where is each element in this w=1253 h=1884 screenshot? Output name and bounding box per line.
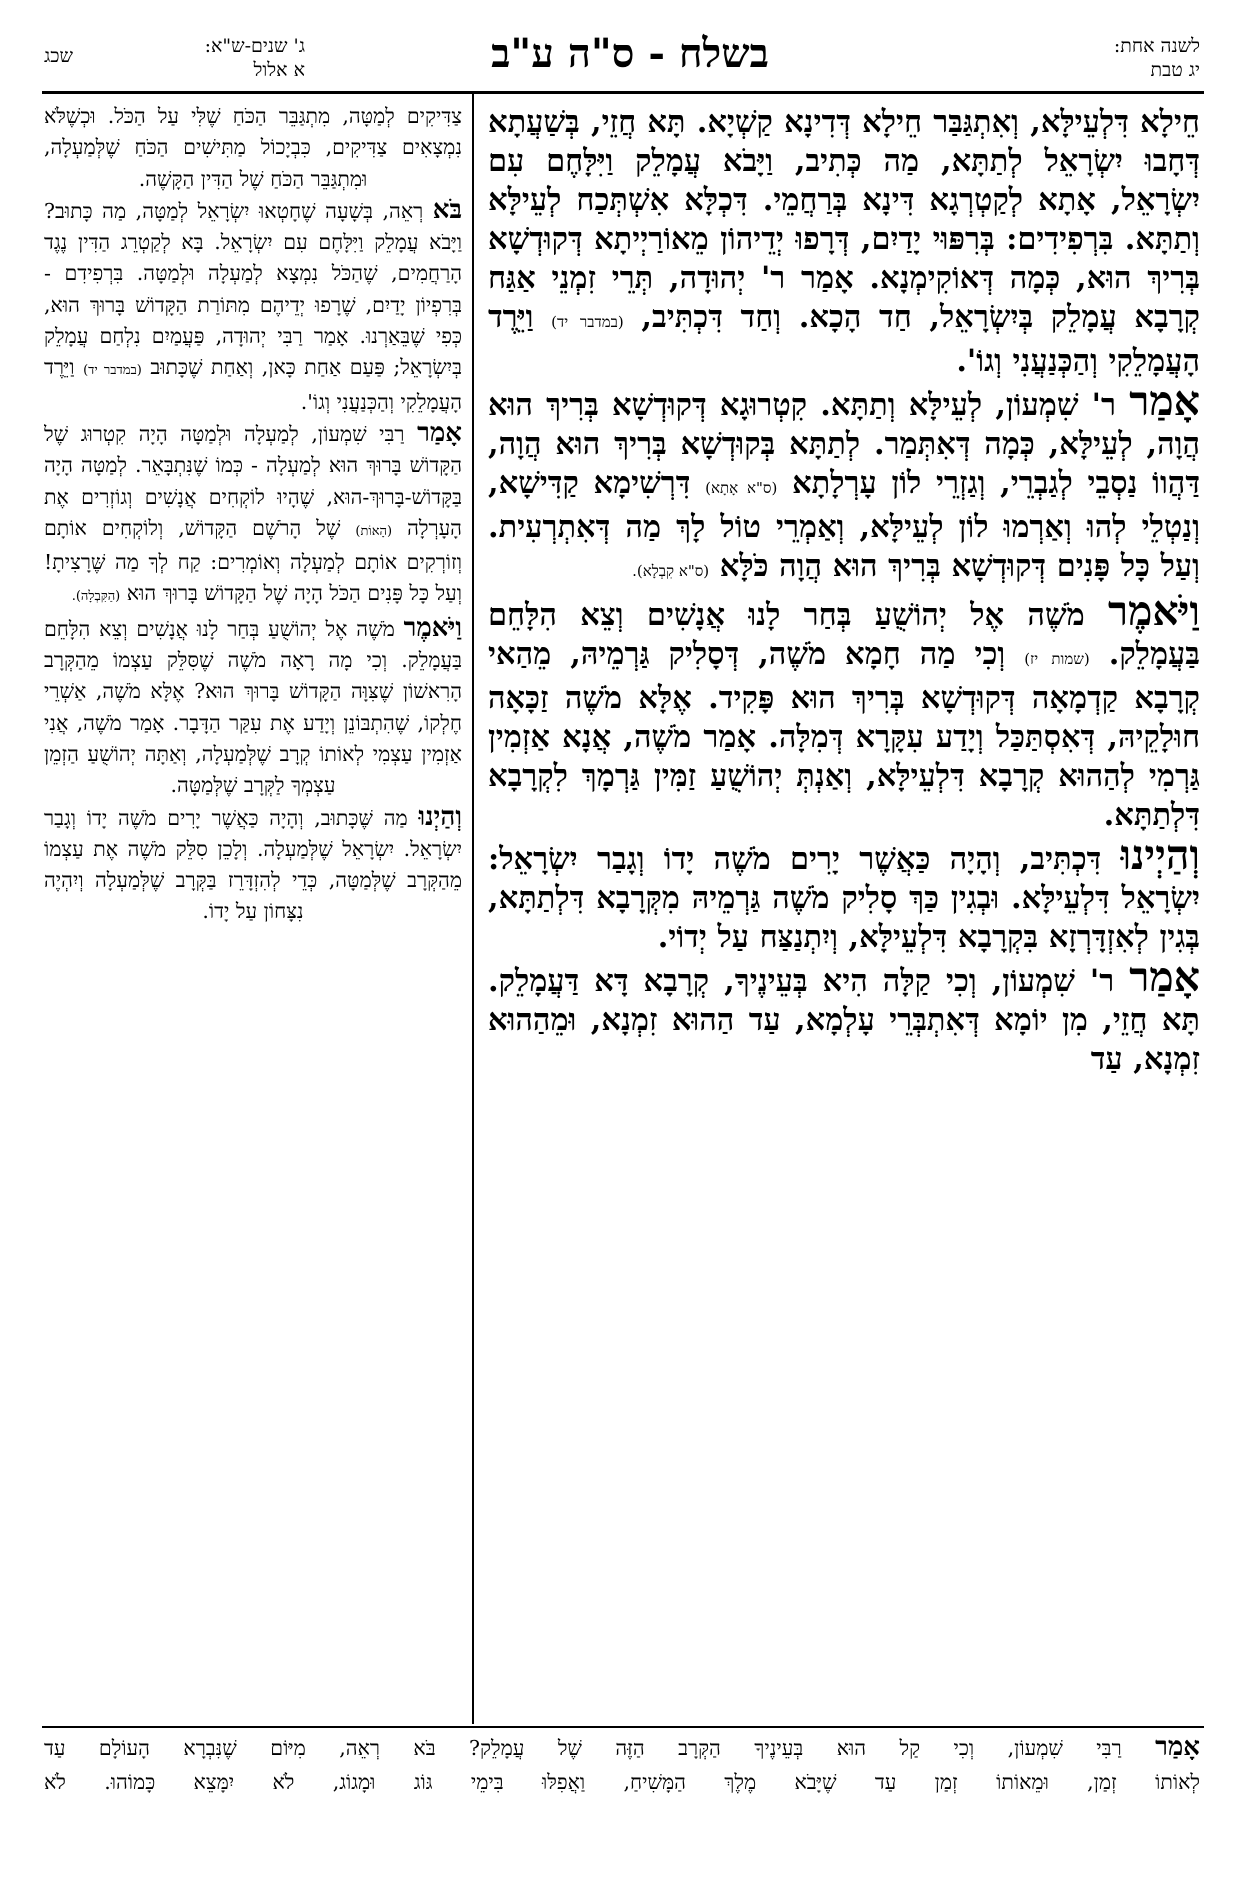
side-p4-text: מֹשֶׁה אֶל יְהוֹשֻׁעַ בְּחַר לָנוּ אֲנָשִׁים וְצֵא הִלָּחֵם בַּעֲמָלֵק. וְכִי מָה רָאָה מֹשֶׁה שֶׁסִּלֵּק עַצְמוֹ מֵהַקְּרָב הָרִאשׁוֹן שֶׁצִּוָּה הַקָּדוֹשׁ בָּרוּךְ הוּא? אֶלָּא מֹשֶׁה, אַשְׁרֵי חֶלְקוֹ, שֶׁהִתְבּוֹנֵן וְיָדַע אֶת עִקַּר הַדָּבָר. אָמַר מֹשֶׁה, אֲנִי אַזְמִין עַצְמִי לְאוֹתוֹ קְרָב שֶׁלְּמַעְלָה, וְאַתָּה יְהוֹשֻׁעַ הַזְמֵן עַצְמְךָ לַקְּרָב שֶׁלְּמַטָּה.: [44, 616, 462, 798]
main-text-column: [488, 103, 1200, 1723]
citation: (ס"א אָתָא): [705, 479, 778, 497]
side-paragraph: [44, 195, 462, 418]
main-p4-text: דִּכְתִּיב, וְהָיָה כַּאֲשֶׁר יָרִים מֹשֶׁה יָדוֹ וְגָבַר יִשְׂרָאֵל: יִשְׂרָאֵל דִּלְעֵילָּא. וּבְגִין כַּךְ סָלִיק מֹשֶׁה גַּרְמֵיהּ מִקְּרָבָא דִּלְתַתָּא, בְּגִין לְאִזְדָּרְזָא בִּקְרָבָא דִּלְעֵילָּא, וְיִתְנַצַּח עַל יְדוֹי.: [488, 841, 1200, 955]
paragraph-lead-word: בֹּא: [432, 194, 462, 225]
paragraph-lead-word: אָמַר: [1129, 377, 1200, 425]
page-number: שכג: [44, 45, 74, 67]
bottom-line-1-text: רַבִּי שִׁמְעוֹן, וְכִי קַל הוּא בְּעֵינֶיךָ הַקְּרָב הַזֶּה שֶׁל עֲמָלֵק? בֹּא רְאֵה, מִיּוֹם שֶׁנִּבְרָא הָעוֹלָם עַד: [44, 1736, 1122, 1760]
bottom-line-1: [44, 1730, 1200, 1765]
citation: (במדבר יד): [83, 363, 142, 379]
side-paragraph: [44, 418, 462, 613]
side-p2-text: רְאֵה, בְּשָׁעָה שֶׁחָטְאוּ יִשְׂרָאֵל לְמַטָּה, מַה כָּתוּב? וַיָּבֹא עֲמָלֵק וַיִּלָּחֶם עִם יִשְׂרָאֵל. בָּא לְקַטְרֵג הַדִּין נֶגֶד הָרַחֲמִים, שֶׁהַכֹּל נִמְצָא לְמַעְלָה וּלְמַטָּה. בִּרְפִידִם - בְּרִפְיוֹן יָדַיִם, שֶׁרָפוּ יְדֵיהֶם מִתּוֹרַת הַקָּדוֹשׁ בָּרוּךְ הוּא, כְּפִי שֶׁבֵּאַרְנוּ. אָמַר רַבִּי יְהוּדָה, פַּעֲמַיִם נִלְחַם עֲמָלֵק בְּיִשְׂרָאֵל; פַּעַם אַחַת כָּאן, וְאַחַת שֶׁכָּתוּב: [44, 198, 462, 380]
paragraph-lead-word: אָמַר: [417, 417, 462, 448]
citation: (ס"א קִבְלָא).: [632, 562, 710, 580]
main-paragraph: [488, 831, 1200, 957]
main-paragraph: [488, 103, 1200, 381]
header-rule: [42, 91, 1204, 94]
citation: (במדבר יד): [551, 313, 624, 331]
side-p5-text: מַה שֶּׁכָּתוּב, וְהָיָה כַּאֲשֶׁר יָרִים מֹשֶׁה יָדוֹ וְגָבַר יִשְׂרָאֵל. יִשְׂרָאֵל שֶׁלְּמַעְלָה. וְלָכֵן סִלֵּק מֹשֶׁה אֶת עַצְמוֹ מֵהַקְּרָב שֶׁלְּמַטָּה, כְּדֵי לְהִזְדָּרֵז בַּקְּרָב שֶׁלְּמַעְלָה וְיִהְיֶה נִצָּחוֹן עַל יָדוֹ.: [44, 805, 462, 924]
main-p2-text: ר' שִׁמְעוֹן, לְעֵילָּא וְתַתָּא. קִטְרוּגָא דְּקוּדְשָׁא בְּרִיךְ הוּא הֲוָה, לְעֵילָּא, כְּמָה דְּאִתְּמַר. לְתַתָּא בְּקוּדְשָׁא בְּרִיךְ הוּא הֲוָה, דַּהֲווֹ נַסְבֵי לְגַבְרֵי, וְגַזְרֵי לוֹן עָרְלָתָא: [488, 387, 1200, 501]
side-paragraph: [44, 101, 462, 195]
side-p1-text: צַדִּיקִים לְמַטָּה, מִתְגַּבֵּר הַכֹּחַ שֶׁלִּי עַל הַכֹּל. וּכְשֶׁלֹּא נִמְצָאִים צַדִּיקִים, כִּבְיָכוֹל מַתִּישִׁים הַכֹּחַ שֶׁלְּמַעְלָה, וּמִתְגַּבֵּר הַכֹּחַ שֶׁל הַדִּין הַקָּשֶׁה.: [44, 104, 462, 191]
bottom-rule: [42, 1726, 1204, 1728]
main-paragraph: [488, 953, 1200, 1079]
bottom-continuation: [44, 1730, 1200, 1799]
translation-column: [44, 101, 462, 1721]
paragraph-lead-word: וְהַיְינוּ: [1120, 831, 1200, 879]
paragraph-lead-word: וַיֹּאמֶר: [1107, 587, 1200, 635]
citation: (שמות יז): [1024, 650, 1090, 668]
main-p1-text: חֵילָא דִּלְעֵילָּא, וְאִתְגַּבַּר חֵילָא דְּדִינָא קַשְׁיָא. תָּא חֲזֵי, בְּשַׁעֲתָא דְּחָבוּ יִשְׂרָאֵל לְתַתָּא, מַה כְּתִיב, וַיָּבֹא עֲמָלֵק וַיִּלָּחֶם עִם יִשְׂרָאֵל, אָתָא לְקַטְרְגָא דִּינָא בְּרַחֲמֵי. דִּכְלָּא אִשְׁתְּכַח לְעֵילָּא וְתַתָּא. בִּרְפִידִים: בְּרִפּוּי יָדַיִם, דְּרָפוּ יְדֵיהוֹן מֵאוֹרַיְיתָא דְּקוּדְשָׁא בְּרִיךְ הוּא, כְּמָה דְּאוֹקִימְנָא. אָמַר ר' יְהוּדָה, תְּרֵי זִמְנֵי אַגַּח קְרָבָא עֲמָלֵק בְּיִשְׂרָאֵל, חַד הָכָא. וְחַד דִּכְתִּיב,: [488, 104, 1200, 335]
header-left-label: לשנה אחת:: [1113, 35, 1200, 57]
page-title: בשלח - ס"ה ע"ב: [491, 30, 769, 77]
bottom-line-2: לְאוֹתוֹ זְמַן, וּמֵאוֹתוֹ זְמַן עַד שֶׁיָּבֹא מֶלֶךְ הַמָּשִׁיחַ, וַאֲפִלּוּ בִּימֵי גּוֹג וּמָגוֹג, לֹא יִמָּצֵא כָּמוֹהוּ. לֹא: [44, 1770, 1200, 1794]
paragraph-lead-word: אָמַר: [1129, 953, 1200, 1001]
header-right-date: א אלול: [253, 59, 305, 81]
main-p2-text-b: דִּרְשִׁימָא קַדִּישָׁא, וְנַטְלֵי לְהוּ וְאַרְמוּ לוֹן לְעֵילָּא, וְאַמְרֵי טוֹל לָךְ מַה דְּאִתְרְעִית. וְעַל כָּל פָּנִים דְּקוּדְשָׁא בְּרִיךְ הוּא הֲוָה כֹּלָּא: [488, 465, 1200, 584]
main-p5-text: ר' שִׁמְעוֹן, וְכִי קַלָּה הִיא בְּעֵינֶיךָ, קְרָבָא דָּא דַּעֲמָלֵק. תָּא חֲזֵי, מִן יוֹמָא דְּאִתְבְּרֵי עָלְמָא, עַד הַהוּא זִמְנָא, וּמֵהַהוּא זִמְנָא, עַד: [488, 963, 1200, 1077]
main-paragraph: [488, 587, 1200, 835]
paragraph-lead-word: אָמַר: [1155, 1732, 1200, 1762]
main-p3-text-b: וְכִי מַה חָמָא מֹשֶׁה, דְּסָלִיק גַּרְמֵיהּ, מֵהַאי קְרָבָא קַדְמָאָה דְּקוּדְשָׁא בְּרִיךְ הוּא פָּקִיד. אֶלָּא מֹשֶׁה זַכָּאָה חוּלָקֵיהּ, דְּאִסְתַּכַּל וְיָדַע עִקָּרָא דְּמִלָּה. אָמַר מֹשֶׁה, אֲנָא אַזְמִין גַּרְמִי לְהַהוּא קְרָבָא דִּלְעֵילָּא, וְאַנְתְּ יְהוֹשֻׁעַ זַמִּין גַּרְמָךְ לִקְרָבָא דִּלְתַתָּא.: [488, 636, 1200, 833]
side-paragraph: [44, 802, 462, 928]
citation: (הָאוֹת): [355, 523, 393, 539]
main-paragraph: [488, 377, 1200, 591]
paragraph-lead-word: וְהַיְנוּ: [418, 801, 462, 832]
main-p1-end: וַיֵּרֶד הָעֲמָלֵקִי וְהַכְּנַעֲנִי וְגוֹ'.: [488, 299, 1200, 379]
column-divider: [472, 94, 474, 1724]
side-p2-end: וַיֵּרֶד הָעֲמָלֵקִי וְהַכְּנַעֲנִי וְגוֹ'.: [44, 355, 462, 414]
side-paragraph: [44, 613, 462, 802]
header-left-date: יג טבת: [1150, 59, 1200, 81]
paragraph-lead-word: וַיֹּאמֶר: [403, 612, 462, 643]
main-p3-text: מֹשֶׁה אֶל יְהוֹשֻׁעַ בְּחַר לָנוּ אֲנָשִׁים וְצֵא הִלָּחֵם בַּעֲמָלֵק.: [488, 597, 1200, 672]
citation: (הַקִּבְלָה).: [71, 589, 121, 605]
side-p3-text-b: שֶׁל הָרֹשֶׁם הַקָּדוֹשׁ, וְלוֹקְחִים אוֹתָם וְזוֹרְקִים אוֹתָם לְמַעְלָה וְאוֹמְרִים: קַח לְךָ מַה שֶּׁרָצִיתָ! וְעַל כָּל פָּנִים הַכֹּל הָיָה שֶׁל הַקָּדוֹשׁ בָּרוּךְ הוּא: [44, 515, 462, 606]
header-right-label: ג' שנים-ש"א:: [204, 35, 305, 57]
side-p3-text: רַבִּי שִׁמְעוֹן, לְמַעְלָה וּלְמַטָּה הָיָה קִטְרוּג שֶׁל הַקָּדוֹשׁ בָּרוּךְ הוּא לְמַעְלָה - כְּמוֹ שֶׁנִּתְבָּאֵר. לְמַטָּה הָיָה בַּקָּדוֹשׁ-בָּרוּךְ-הוּא, שֶׁהָיוּ לוֹקְחִים אֲנָשִׁים וְגוֹזְרִים אֶת הָעָרְלָה: [44, 421, 462, 540]
